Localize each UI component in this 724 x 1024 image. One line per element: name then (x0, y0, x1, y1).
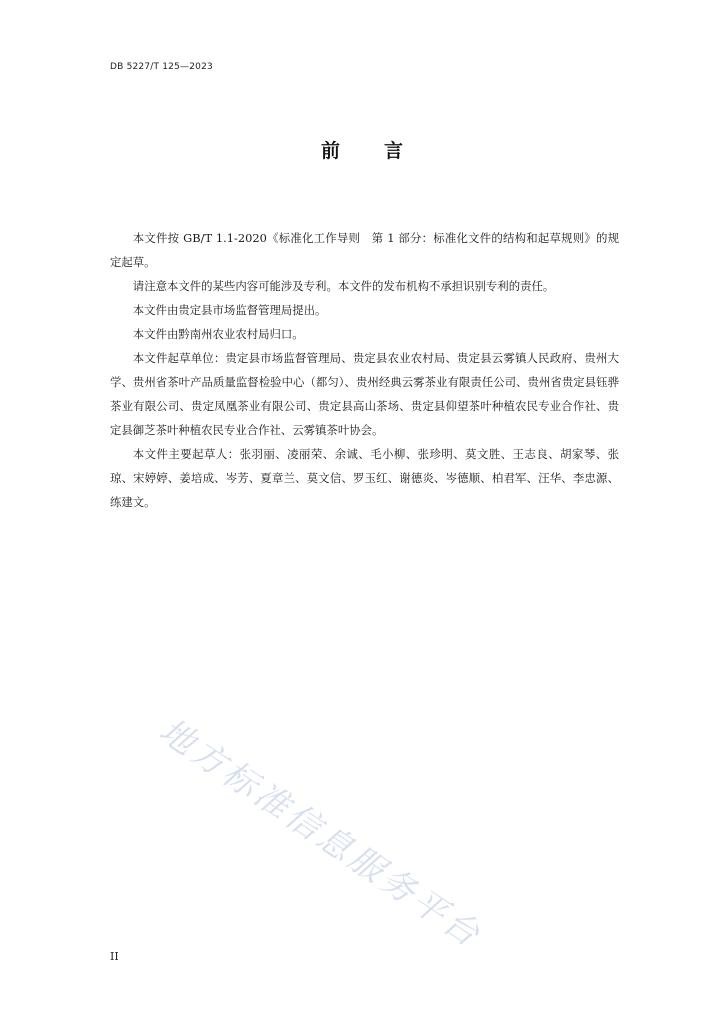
paragraph-patent-notice: 请注意本文件的某些内容可能涉及专利。本文件的发布机构不承担识别专利的责任。 (132, 279, 555, 293)
title-char-1: 前 (320, 140, 340, 162)
paragraph-drafters: 本文件主要起草人：张羽丽、凌丽荣、余诚、毛小柳、张珍明、莫文胜、王志良、胡家琴、张琼、宋婷婷、姜培成、岑芳、夏章兰、莫文信、罗玉红、谢德炎、岑德顺、柏君军、汪华、李忠源、练建文。 (110, 447, 619, 509)
watermark: 地方标准信息服务平台 (151, 710, 490, 957)
paragraph-drafting-units: 本文件起草单位：贵定县市场监督管理局、贵定县农业农村局、贵定县云雾镇人民政府、贵州大学、贵州省茶叶产品质量监督检验中心（都匀）、贵州经典云雾茶业有限责任公司、贵州省贵定县钰骅茶业有限公司、贵定凤凰茶业有限公司、贵定县高山茶场、贵定县仰望茶叶种植农民专业合作社、贵定县御芝茶叶种植农民专业合作社、云雾镇茶叶协会。 (110, 351, 619, 437)
foreword-body (110, 226, 619, 514)
paragraph-centralizing-unit: 本文件由黔南州农业农村局归口。 (132, 327, 304, 341)
title-char-2: 言 (384, 140, 404, 162)
page-number: II (110, 950, 119, 963)
paragraph-proposer: 本文件由贵定县市场监督管理局提出。 (132, 303, 327, 317)
paragraph-drafting-rules: 本文件按 GB/T 1.1-2020《标准化工作导则 第 1 部分：标准化文件的结构和起草规则》的规定起草。 (110, 231, 619, 269)
document-code: DB 5227/T 125—2023 (110, 62, 213, 72)
page-title (0, 136, 724, 163)
